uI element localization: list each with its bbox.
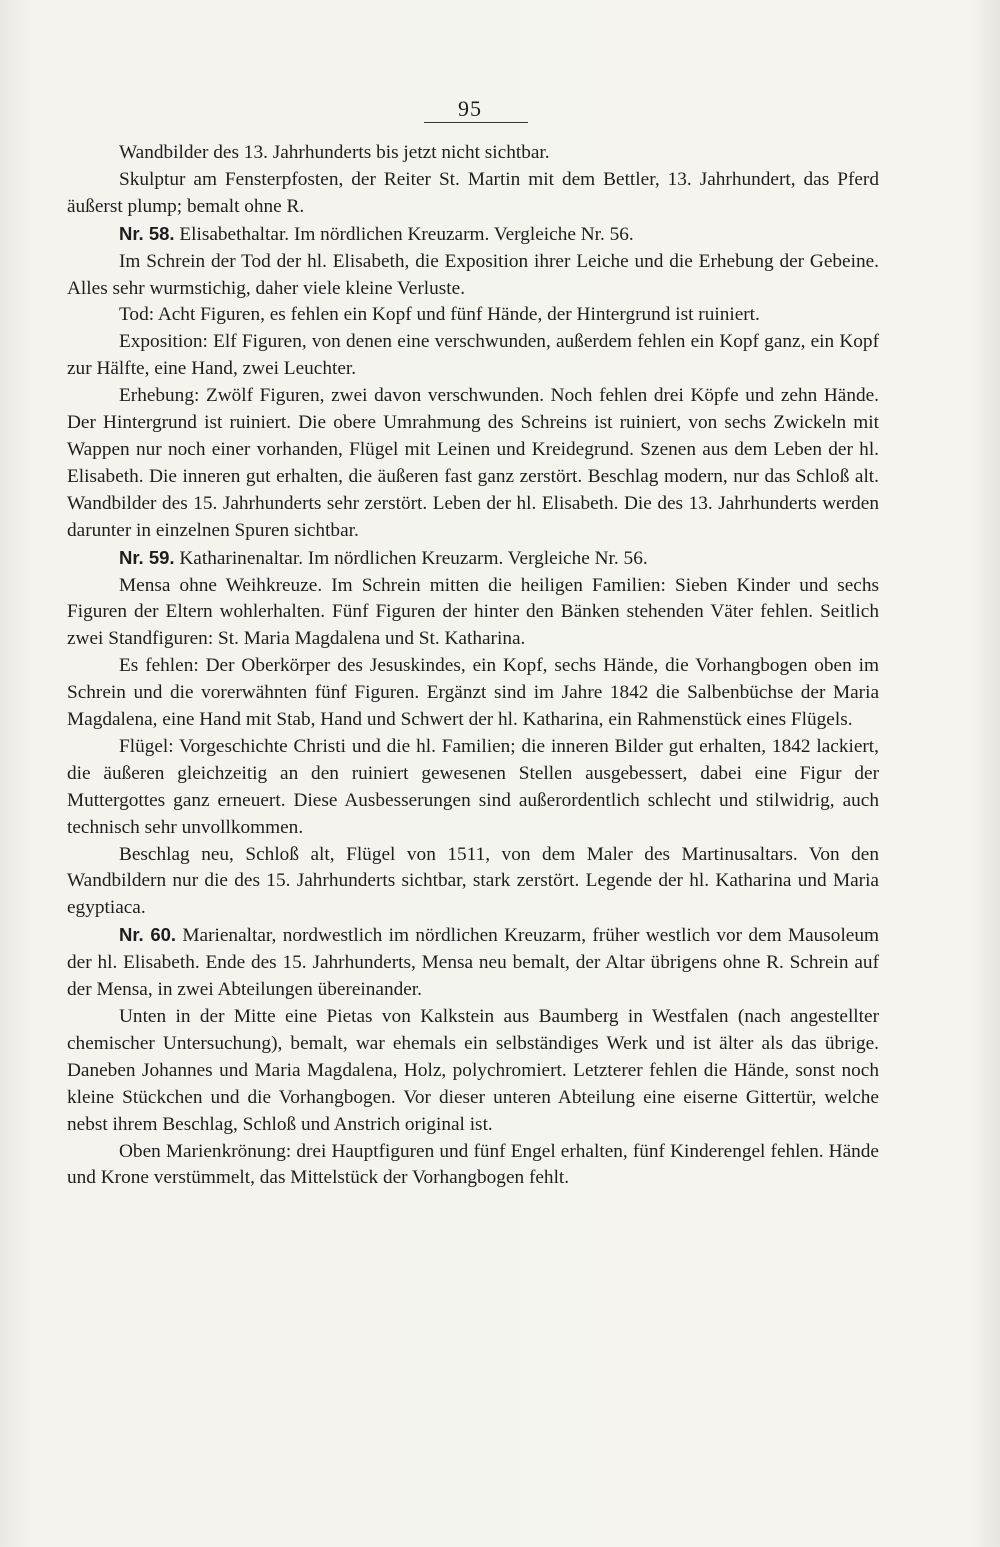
entry-number: Nr. 58.	[119, 222, 175, 244]
entry-60-heading	[67, 922, 879, 1004]
paragraph-wandbilder: Wandbilder des 13. Jahrhunderts bis jetzt nicht sichtbar.	[119, 142, 550, 163]
entry-title: Marienaltar, nordwestlich im nördlichen Kreuzarm, früher westlich vor dem Mausoleum der hl. Elisabeth. Ende des 15. Jahrhunderts, Mensa neu bemalt, der Altar übrigens ohne R. Schrein auf der Mensa, in zwei Abteilungen übereinander.	[67, 925, 879, 1001]
paragraph-exposition: Exposition: Elf Figuren, von denen eine verschwunden, außerdem fehlen ein Kopf ganz, ein Kopf zur Hälfte, eine Hand, zwei Leuchter.	[67, 331, 879, 380]
paragraph-erhebung: Erhebung: Zwölf Figuren, zwei davon verschwunden. Noch fehlen drei Köpfe und zehn Hände. Der Hintergrund ist ruiniert. Die obere Umrahmung des Schreins ist ruiniert, von sechs Zwickeln mit Wappen nur noch einer vorhanden, Flügel mit Leinen und Kreidegrund. Szenen aus dem Leben der hl. Elisabeth. Die inneren gut erhalten, die äußeren fast ganz zerstört. Beschlag modern, nur das Schloß alt. Wandbilder des 15. Jahrhunderts sehr zerstört. Leben der hl. Elisabeth. Die des 13. Jahrhunderts werden darunter in einzelnen Spuren sichtbar.	[67, 385, 879, 541]
paragraph-tod: Tod: Acht Figuren, es fehlen ein Kopf und fünf Hände, der Hintergrund ist ruiniert.	[119, 304, 760, 326]
entry-title: Katharinenaltar. Im nördlichen Kreuzarm. Vergleiche Nr. 56.	[174, 547, 648, 569]
page-number-rule	[424, 122, 528, 123]
paragraph-beschlag: Beschlag neu, Schloß alt, Flügel von 1511, von dem Maler des Martinusaltars. Von den Wandbildern nur die des 15. Jahrhunderts sichtbar, stark zerstört. Legende der hl. Katharina und Maria egyptiaca.	[67, 843, 879, 919]
entry-59-heading	[67, 545, 879, 573]
paragraph-oben: Oben Marienkrönung: drei Hauptfiguren und fünf Engel erhalten, fünf Kinderengel fehlen. Hände und Krone verstümmelt, das Mittelstück der Vorhangbogen fehlt.	[67, 1140, 879, 1189]
paragraph-es-fehlen: Es fehlen: Der Oberkörper des Jesuskindes, ein Kopf, sechs Hände, die Vorhangbogen oben im Schrein und die vorerwähnten fünf Figuren. Ergänzt sind im Jahre 1842 die Salbenbüchse der Maria Magdalena, eine Hand mit Stab, Hand und Schwert der hl. Katharina, ein Rahmenstück eines Flügels.	[67, 655, 879, 731]
entry-title: Elisabethaltar. Im nördlichen Kreuzarm. Vergleiche Nr. 56.	[174, 223, 634, 245]
paragraph-schrein-58: Im Schrein der Tod der hl. Elisabeth, die Exposition ihrer Leiche und die Erhebung der Gebeine. Alles sehr wurmstichig, daher viele kleine Verluste.	[67, 250, 879, 299]
paragraph-mensa: Mensa ohne Weihkreuze. Im Schrein mitten die heiligen Familien: Sieben Kinder und sechs Figuren der Eltern wohlerhalten. Fünf Figuren der hinter den Bänken stehenden Väter fehlen. Seitlich zwei Standfiguren: St. Maria Magdalena und St. Katharina.	[67, 574, 879, 650]
entry-number: Nr. 60.	[119, 924, 177, 946]
entry-number: Nr. 59.	[119, 546, 175, 568]
body-text	[67, 140, 879, 1192]
entry-58-heading	[67, 221, 879, 249]
paragraph-unten: Unten in der Mitte eine Pietas von Kalkstein aus Baumberg in Westfalen (nach angestellter chemischer Untersuchung), bemalt, war ehemals ein selbständiges Werk und ist älter als das übrige. Daneben Johannes und Maria Magdalena, Holz, polychromiert. Letzterer fehlen die Hände, sonst noch kleine Stückchen und die Vorhangbogen. Vor dieser unteren Abteilung eine eiserne Gittertür, welche nebst ihrem Beschlag, Schloß und Anstrich original ist.	[67, 1006, 879, 1135]
paragraph-skulptur: Skulptur am Fensterpfosten, der Reiter St. Martin mit dem Bettler, 13. Jahrhundert, das Pferd äußerst plump; bemalt ohne R.	[67, 168, 879, 217]
paragraph-fluegel: Flügel: Vorgeschichte Christi und die hl. Familien; die inneren Bilder gut erhalten, 1842 lackiert, die äußeren gleichzeitig an den ruiniert gewesenen Stellen ausgebessert, dabei eine Figur der Muttergottes ganz erneuert. Diese Ausbesserungen sind außerordentlich schlecht und stilwidrig, auch technisch sehr unvollkommen.	[67, 735, 879, 838]
page-number: 95	[458, 96, 482, 121]
